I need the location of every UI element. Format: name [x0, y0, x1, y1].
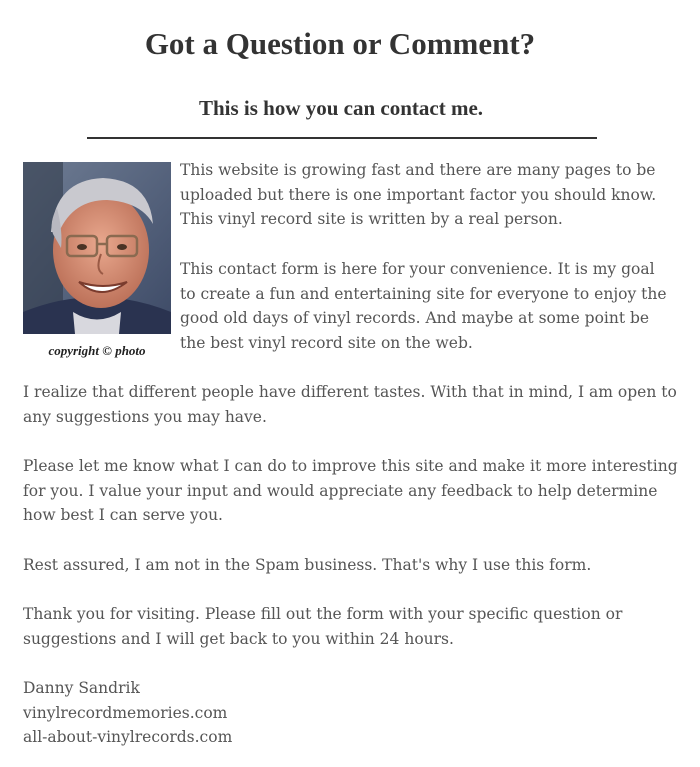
author-photo [23, 162, 171, 334]
intro-paragraph-2: This contact form is here for your convenience. It is my goal to create a fun and entertaining site for everyone to enjoy the good old days of vinyl records. And maybe at some point be the best vinyl record site on the web. [180, 260, 667, 352]
signature-name: Danny Sandrik [23, 679, 140, 697]
photo-caption: copyright © photo [48, 343, 146, 358]
body-paragraph-6: Thank you for visiting. Please fill out the form with your specific question or suggestions and I will get back to you within 24 hours. [23, 605, 623, 648]
body-paragraph-4: Please let me know what I can do to improve this site and make it more interesting for you. I value your input and would appreciate any feedback to help determine how best I can serve you. [23, 457, 678, 525]
body-paragraph-3: I realize that different people have different tastes. With that in mind, I am open to any suggestions you may have. [23, 383, 677, 426]
author-portrait-image [23, 162, 171, 334]
divider [87, 137, 597, 139]
body-paragraph-5: Rest assured, I am not in the Spam business. That's why I use this form. [23, 556, 592, 574]
signature-site-1: vinylrecordmemories.com [23, 703, 228, 722]
intro-paragraph-1: This website is growing fast and there are many pages to be uploaded but there is one important factor you should know. This vinyl record site is written by a real person. [180, 161, 657, 229]
page-subtitle: This is how you can contact me. [198, 96, 484, 120]
signature-block [23, 676, 423, 750]
signature-site-2: all-about-vinylrecords.com [23, 728, 233, 747]
page-title: Got a Question or Comment? [144, 26, 536, 61]
